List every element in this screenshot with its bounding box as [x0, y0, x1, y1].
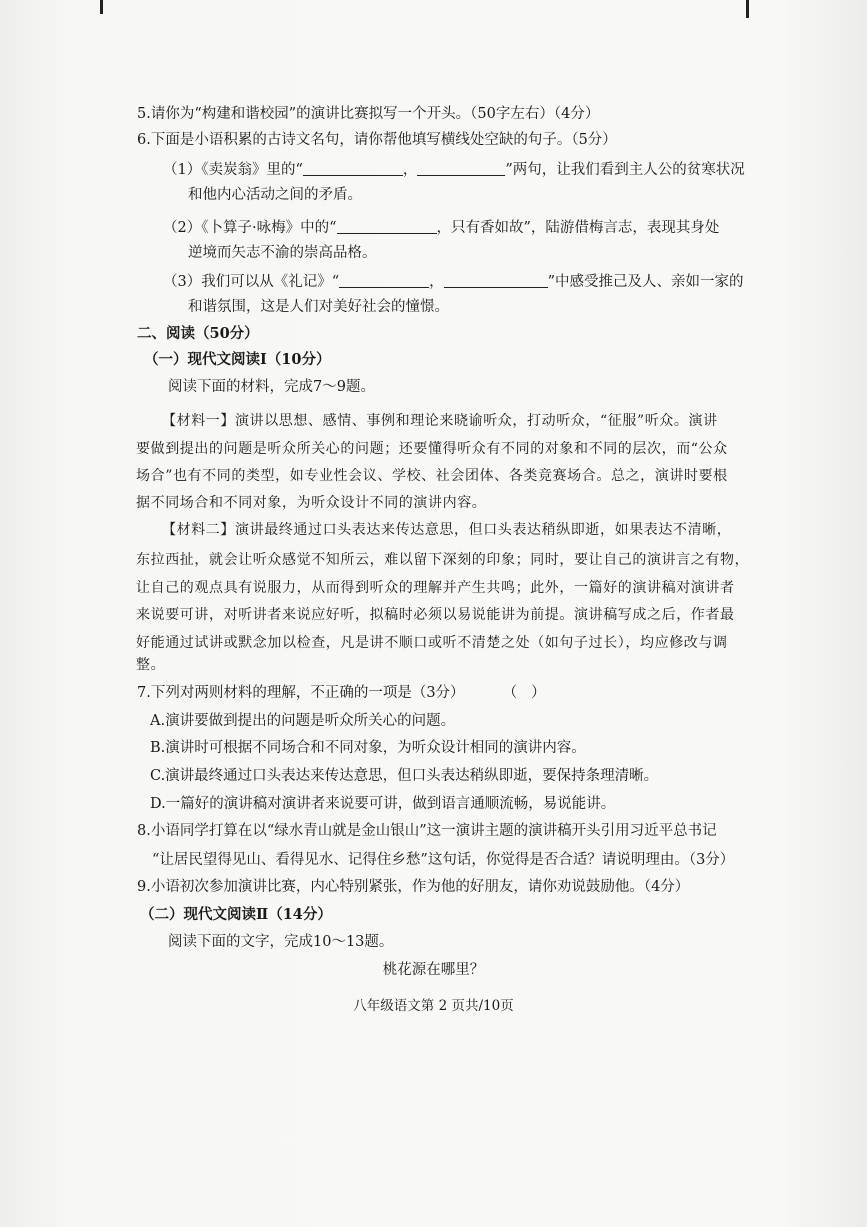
- reading-2-instruction: 阅读下面的文字，完成10～13题。: [168, 934, 394, 950]
- item-3-prefix: （3）我们可以从《礼记》“: [163, 274, 340, 290]
- item-1-comma: ，: [402, 162, 418, 178]
- article-title: 桃花源在哪里？: [382, 962, 485, 978]
- answer-blank-3[interactable]: [337, 218, 437, 234]
- option-c: C.演讲最终通过口头表达来传达意思，但口头表达稍纵即逝，要保持条理清晰。: [150, 768, 659, 784]
- question-8-line-2: “让居民望得见山、看得见水、记得住乡愁”这句话，你觉得是否合适？请说明理由。（3分）: [152, 852, 735, 868]
- option-d: D.一篇好的演讲稿对演讲者来说要可讲，做到语言通顺流畅，易说能讲。: [150, 796, 616, 812]
- question-6-item-3-cont: 和谐氛围，这是人们对美好社会的憧憬。: [188, 299, 449, 315]
- answer-blank-2[interactable]: [417, 160, 505, 176]
- question-6-item-2-cont: 逆境而矢志不渝的崇高品格。: [188, 245, 377, 261]
- material-2-line-6: 整。: [136, 657, 166, 673]
- question-9: 9.小语初次参加演讲比赛，内心特别紧张，作为他的好朋友，请你劝说鼓励他。（4分）: [137, 879, 690, 895]
- material-1-line-3: 场合”也有不同的类型，如专业性会议、学校、社会团体、各类竞赛场合。总之，演讲时要根: [136, 468, 728, 484]
- page-footer: 八年级语文第 2 页共/10页: [353, 998, 514, 1014]
- question-6-item-1: [163, 160, 745, 180]
- reading-1-heading: （一）现代文阅读Ⅰ（10分）: [144, 351, 331, 368]
- question-6-item-3: [163, 272, 744, 292]
- option-a: A.演讲要做到提出的问题是听众所关心的问题。: [150, 713, 456, 729]
- question-6-stem: 6.下面是小语积累的古诗文名句，请你帮他填写横线处空缺的句子。（5分）: [137, 132, 617, 148]
- question-7-text: 7.下列对两则材料的理解，不正确的一项是（3分）: [137, 685, 465, 701]
- reading-2-heading: （二）现代文阅读Ⅱ（14分）: [140, 906, 332, 923]
- section-2-heading: 二、阅读（50分）: [137, 325, 259, 342]
- material-2-line-4: 来说要可讲，对听讲者来说应好听，拟稿时必须以易说能讲为前提。演讲稿写成之后，作者最: [136, 607, 735, 623]
- question-5: 5.请你为“构建和谐校园”的演讲比赛拟写一个开头。（50字左右）（4分）: [137, 106, 600, 122]
- material-2-line-5: 好能通过试讲或默念加以检查，凡是讲不顺口或听不清楚之处（如句子过长），均应修改与调: [136, 635, 728, 651]
- scan-edge-mark-top-left: [100, 0, 103, 14]
- item-2-suffix: ，只有香如故”，陆游借梅言志，表现其身处: [436, 220, 720, 236]
- question-6-item-1-cont: 和他内心活动之间的矛盾。: [188, 187, 362, 203]
- answer-blank-4[interactable]: [339, 272, 429, 288]
- material-2-line-1: 【材料二】演讲最终通过口头表达来传达意思，但口头表达稍纵即逝，如果表达不清晰，: [162, 522, 732, 538]
- item-1-suffix: ”两句，让我们看到主人公的贫寒状况: [505, 162, 745, 178]
- question-7-stem: [137, 683, 557, 703]
- item-2-prefix: （2）《卜算子·咏梅》中的“: [163, 220, 337, 236]
- option-b: B.演讲时可根据不同场合和不同对象，为听众设计相同的演讲内容。: [150, 740, 586, 756]
- material-1-line-1: 【材料一】演讲以思想、感情、事例和理论来晓谕听众，打动听众，“征服”听众。演讲: [162, 413, 718, 429]
- material-1-line-4: 据不同场合和不同对象，为听众设计不同的演讲内容。: [136, 495, 487, 511]
- material-2-line-3: 让自己的观点具有说服力，从而得到听众的理解并产生共鸣；此外，一篇好的演讲稿对演讲者: [136, 580, 735, 596]
- item-1-prefix: （1）《卖炭翁》里的“: [163, 162, 303, 178]
- answer-blank-1[interactable]: [303, 160, 403, 176]
- answer-paren[interactable]: （ ）: [502, 685, 546, 701]
- material-1-line-2: 要做到提出的问题是听众所关心的问题；还要懂得听众有不同的对象和不同的层次，而“公众: [136, 441, 728, 457]
- item-3-suffix: ”中感受推己及人、亲如一家的: [547, 274, 744, 290]
- answer-blank-5[interactable]: [444, 272, 548, 288]
- question-8-line-1: 8.小语同学打算在以“绿水青山就是金山银山”这一演讲主题的演讲稿开头引用习近平总书记: [137, 823, 717, 839]
- item-3-comma: ，: [429, 274, 444, 290]
- question-6-item-2: [163, 218, 719, 238]
- reading-1-instruction: 阅读下面的材料，完成7～9题。: [168, 379, 375, 395]
- material-2-line-2: 东拉西扯，就会让听众感觉不知所云，难以留下深刻的印象；同时，要让自己的演讲言之有物，: [136, 552, 750, 568]
- scan-edge-mark-top-right: [746, 0, 749, 18]
